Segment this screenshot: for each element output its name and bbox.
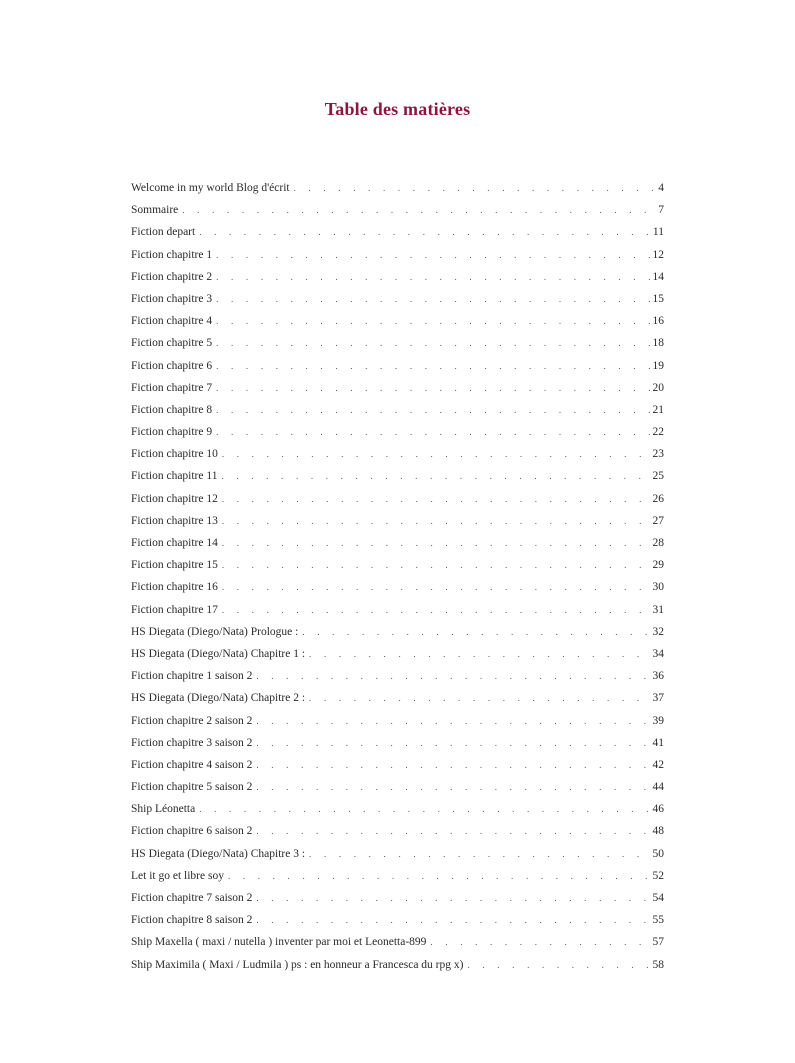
toc-entry-page-number: 4	[658, 182, 664, 194]
toc-dot-leader	[256, 776, 651, 798]
toc-entry[interactable]	[131, 687, 664, 709]
toc-entry-label: Fiction chapitre 9	[131, 426, 213, 439]
toc-entry-label: Sommaire	[131, 204, 179, 217]
toc-entry[interactable]	[131, 177, 664, 199]
toc-entry-label: Fiction chapitre 13	[131, 514, 218, 527]
toc-entry[interactable]	[131, 820, 664, 842]
toc-entry-page-number: 52	[652, 869, 664, 882]
toc-dot-leader	[216, 266, 651, 288]
toc-entry-page-number: 34	[652, 647, 664, 660]
toc-dot-leader	[302, 621, 651, 643]
toc-dot-leader	[467, 954, 651, 976]
toc-entry-label: Fiction chapitre 14	[131, 537, 218, 549]
page-title: Table des matières	[324, 99, 471, 119]
toc-entry-page-number: 21	[652, 403, 664, 416]
toc-entry-page-number: 37	[652, 692, 664, 705]
toc-entry-page-number: 23	[652, 448, 664, 461]
toc-dot-leader	[199, 221, 652, 243]
toc-entry-page-number: 28	[652, 537, 664, 549]
toc-entry[interactable]	[131, 887, 664, 909]
toc-entry[interactable]	[131, 710, 664, 732]
toc-entry-label: Fiction chapitre 1 saison 2	[131, 670, 253, 683]
toc-dot-leader	[222, 532, 652, 554]
toc-dot-leader	[256, 732, 651, 754]
toc-entry-page-number: 55	[652, 914, 664, 927]
toc-entry-page-number: 22	[652, 426, 664, 439]
toc-entry[interactable]	[131, 221, 664, 243]
toc-entry[interactable]	[131, 909, 664, 931]
toc-entry-label: Let it go et libre soy	[131, 869, 224, 882]
toc-entry-label: Fiction chapitre 4 saison 2	[131, 758, 253, 771]
toc-dot-leader	[221, 465, 651, 487]
toc-dot-leader	[216, 332, 651, 354]
toc-entry-page-number: 12	[652, 248, 664, 261]
toc-entry[interactable]	[131, 244, 664, 266]
toc-entry[interactable]	[131, 377, 664, 399]
toc-entry-page-number: 58	[652, 958, 664, 971]
toc-entry-label: Fiction depart	[131, 226, 196, 239]
toc-entry-page-number: 15	[652, 292, 664, 305]
toc-dot-leader	[216, 421, 651, 443]
toc-entry[interactable]	[131, 665, 664, 687]
toc-entry[interactable]	[131, 554, 664, 576]
toc-entry-label: Welcome in my world Blog d'écrit	[131, 182, 290, 194]
toc-entry[interactable]	[131, 599, 664, 621]
toc-entry-label: HS Diegata (Diego/Nata) Chapitre 2 :	[131, 692, 306, 705]
toc-dot-leader	[216, 355, 651, 377]
toc-entry-page-number: 50	[652, 847, 664, 860]
toc-entry[interactable]	[131, 421, 664, 443]
toc-entry-label: Fiction chapitre 7	[131, 381, 213, 394]
toc-entry[interactable]	[131, 266, 664, 288]
toc-entry[interactable]	[131, 931, 664, 953]
toc-entry-label: Fiction chapitre 2	[131, 270, 213, 283]
toc-dot-leader	[216, 288, 651, 310]
toc-dot-leader	[256, 754, 651, 776]
toc-entry[interactable]	[131, 443, 664, 465]
toc-entry-page-number: 39	[652, 714, 664, 727]
toc-entry-label: Fiction chapitre 3 saison 2	[131, 736, 253, 749]
toc-entry-page-number: 44	[652, 781, 664, 794]
toc-entry-page-number: 31	[652, 603, 664, 616]
toc-entry-label: Fiction chapitre 6 saison 2	[131, 825, 253, 838]
toc-dot-leader	[222, 488, 652, 510]
toc-entry-page-number: 27	[652, 514, 664, 527]
toc-entry[interactable]	[131, 732, 664, 754]
toc-dot-leader	[222, 599, 652, 621]
toc-entry-label: Fiction chapitre 11	[131, 470, 218, 483]
toc-entry[interactable]	[131, 843, 664, 865]
toc-entry-label: Fiction chapitre 8	[131, 403, 213, 416]
toc-dot-leader	[430, 931, 651, 953]
toc-entry[interactable]	[131, 332, 664, 354]
toc-entry[interactable]	[131, 954, 664, 976]
toc-entry-page-number: 41	[652, 736, 664, 749]
toc-entry-page-number: 36	[652, 670, 664, 683]
toc-entry-page-number: 16	[652, 315, 664, 328]
toc-entry-label: Fiction chapitre 3	[131, 292, 213, 305]
toc-entry-page-number: 46	[652, 803, 664, 816]
toc-entry-label: HS Diegata (Diego/Nata) Chapitre 1 :	[131, 647, 306, 660]
toc-dot-leader	[222, 443, 652, 465]
toc-entry-page-number: 18	[652, 337, 664, 350]
toc-dot-leader	[216, 377, 651, 399]
toc-entry[interactable]	[131, 199, 664, 221]
toc-entry-label: Fiction chapitre 2 saison 2	[131, 714, 253, 727]
toc-dot-leader	[199, 798, 651, 820]
toc-entry[interactable]	[131, 621, 664, 643]
toc-dot-leader	[256, 665, 651, 687]
toc-entry-page-number: 57	[652, 936, 664, 949]
toc-entry[interactable]	[131, 310, 664, 332]
toc-entry-label: Fiction chapitre 6	[131, 359, 213, 372]
toc-entry[interactable]	[131, 754, 664, 776]
toc-dot-leader	[182, 199, 657, 221]
toc-dot-leader	[309, 843, 651, 865]
toc-entry-label: Fiction chapitre 4	[131, 315, 213, 328]
toc-entry-label: Ship Maximila ( Maxi / Ludmila ) ps : en honneur a Francesca du rpg x)	[131, 958, 464, 971]
toc-entry-label: HS Diegata (Diego/Nata) Prologue :	[131, 625, 299, 638]
toc-dot-leader	[216, 244, 651, 266]
toc-dot-leader	[256, 820, 651, 842]
toc-dot-leader	[256, 909, 651, 931]
toc-dot-leader	[222, 554, 652, 576]
toc-dot-leader	[309, 643, 651, 665]
toc-entry[interactable]	[131, 576, 664, 598]
toc-entry-page-number: 48	[652, 825, 664, 838]
toc-entry-page-number: 11	[652, 226, 664, 239]
toc-entry-label: Fiction chapitre 12	[131, 492, 218, 505]
toc-dot-leader	[294, 177, 658, 199]
toc-entry-label: HS Diegata (Diego/Nata) Chapitre 3 :	[131, 847, 306, 860]
toc-entry-label: Fiction chapitre 10	[131, 448, 218, 461]
toc-dot-leader	[256, 710, 651, 732]
toc-entry-page-number: 20	[652, 381, 664, 394]
toc-entry[interactable]	[131, 776, 664, 798]
toc-dot-leader	[309, 687, 651, 709]
toc-entry-page-number: 29	[652, 559, 664, 572]
toc-entry-label: Fiction chapitre 5	[131, 337, 213, 350]
toc-entry-page-number: 25	[652, 470, 664, 483]
toc-entry[interactable]	[131, 355, 664, 377]
toc-entry-page-number: 26	[652, 492, 664, 505]
toc-entry-label: Fiction chapitre 5 saison 2	[131, 781, 253, 794]
toc-entry[interactable]	[131, 288, 664, 310]
toc-dot-leader	[222, 576, 652, 598]
toc-entry-page-number: 19	[652, 359, 664, 372]
toc-dot-leader	[228, 865, 652, 887]
toc-dot-leader	[222, 510, 652, 532]
toc-entry[interactable]	[131, 488, 664, 510]
toc-entry-label: Fiction chapitre 8 saison 2	[131, 914, 253, 927]
toc-entry[interactable]	[131, 399, 664, 421]
toc-entry-label: Fiction chapitre 15	[131, 559, 218, 572]
toc-dot-leader	[256, 887, 651, 909]
toc-entry[interactable]	[131, 865, 664, 887]
table-of-contents	[131, 177, 664, 976]
toc-entry[interactable]	[131, 465, 664, 487]
toc-entry-page-number: 32	[652, 625, 664, 638]
toc-dot-leader	[216, 399, 651, 421]
toc-entry-label: Fiction chapitre 17	[131, 603, 218, 616]
toc-entry[interactable]	[131, 532, 664, 554]
toc-entry-page-number: 7	[658, 204, 664, 217]
toc-entry[interactable]	[131, 643, 664, 665]
toc-entry-page-number: 54	[652, 892, 664, 904]
toc-entry-page-number: 14	[652, 270, 664, 283]
toc-entry-label: Fiction chapitre 1	[131, 248, 213, 261]
toc-entry-label: Fiction chapitre 16	[131, 581, 218, 594]
toc-entry-page-number: 30	[652, 581, 664, 594]
toc-entry[interactable]	[131, 798, 664, 820]
toc-entry-label: Ship Maxella ( maxi / nutella ) inventer par moi et Leonetta-899	[131, 936, 427, 949]
toc-dot-leader	[216, 310, 651, 332]
toc-entry-label: Fiction chapitre 7 saison 2	[131, 892, 253, 904]
toc-entry[interactable]	[131, 510, 664, 532]
toc-entry-page-number: 42	[652, 758, 664, 771]
toc-entry-label: Ship Léonetta	[131, 803, 196, 816]
